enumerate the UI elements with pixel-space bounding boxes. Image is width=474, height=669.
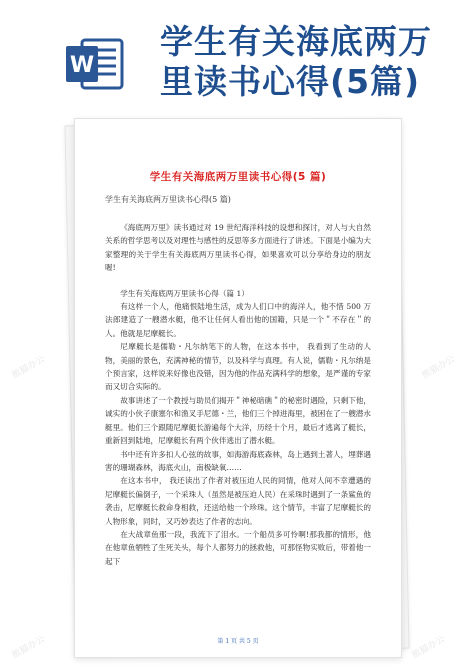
svg-text:W: W xyxy=(69,53,95,78)
banner-title: 学生有关海底两万里读书心得(5篇) xyxy=(160,22,432,101)
body-paragraph-1: 有这样一个人，他痛恨陆地生活，成为人们口中的海洋人，他不惜 500 万法郎建造了一艘潜水艇，他不让任何人看出他的国籍，只是一个＂不存在＂的人。他就是尼摩艇长。 xyxy=(105,302,371,338)
watermark-right: 熊猫办公 xyxy=(420,354,457,382)
section-heading: 学生有关海底两万里读书心得（篇 1） xyxy=(120,288,249,298)
body-paragraph-6: 在大战章鱼那一段，我流下了泪水。一个船员多可怜啊!那我都的情形，他在他章鱼牺牲了生死关头，每个人都努力的拯救他，可那怪物实败后，带着他一起下 xyxy=(105,529,371,566)
document-title: 学生有关海底两万里读书心得(5 篇) xyxy=(149,171,327,183)
word-document-icon xyxy=(62,32,126,96)
document-page xyxy=(74,118,402,658)
header-banner xyxy=(0,0,474,112)
body-paragraph-4: 书中还有许多扣人心弦的故事，如海游海底森林，岛上遇到土著人，埋葬遇害的珊瑚森林，海底火山，南极缺氧…… xyxy=(105,449,371,472)
document-subtitle: 学生有关海底两万里读书心得(5 篇) xyxy=(105,195,231,204)
body-paragraph-2: 尼摩艇长是儒勒・凡尔纳笔下的人物，在这本书中， 我看到了生动的人物，美丽的景色，充满神秘的情节，以及科学与真理。有人说，儒勒・凡尔纳是个预言家，这样说来好像也没错，因为他的作品充满科学的想象，是严谨的专家而又切合实际的。 xyxy=(105,342,371,392)
watermark-left: 熊猫办公 xyxy=(10,354,47,382)
body-paragraph-3: 故事讲述了一个教授与助员们揭开＂神秘暗礁＂的秘密时遇险，只剩下他，诚实的小伙子康塞尔和渔叉手尼德・兰，他们三个掉进海里，被困在了一艘潜水艇里。他们三个跟随尼摩艇长游遍每个大洋，历经十个月，最后才逃离了艇长，重新回到陆地，尼摩艇长有两个伙伴逃出了潜水艇。 xyxy=(105,395,371,446)
watermark-bottom-left: 熊猫办公 xyxy=(10,634,47,662)
intro-paragraph: 《海底两万里》读书通过对 19 世纪海洋科技的设想和探讨，对人与大自然关系的哲学思考以及对理性与感性的反思等多方面进行了讲述。下面是小编为大家整理的关于学生有关海底两万里读书心得，如果喜欢可以分享给身边的朋友喔! xyxy=(105,223,371,273)
page-footer: 第 1 页 共 5 页 xyxy=(217,638,259,645)
body-paragraph-5: 在这本书中， 我还读出了作者对被压迫人民的同情，他对人间不幸遭遇的尼摩艇长偏倒子，一个采珠人（虽然是被压迫人民）在采珠时遇到了一条鲨鱼的袭击，尼摩艇长救命身相救，还送给他一个珍珠。这个情节，丰富了尼摩艇长的人物形象，同时，又巧妙表达了作者的志向。 xyxy=(105,476,371,526)
watermark-bottom-right: 熊猫办公 xyxy=(410,634,447,662)
